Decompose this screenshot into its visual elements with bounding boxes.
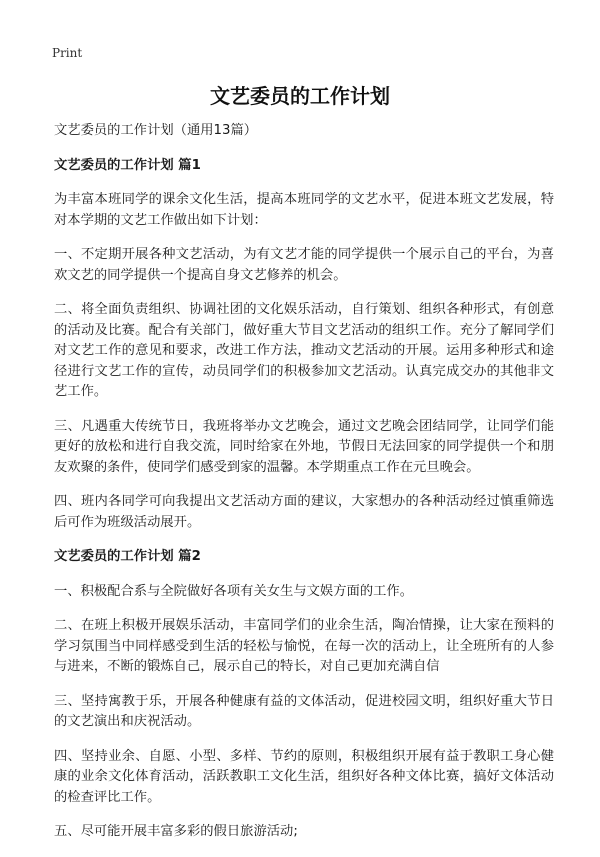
section-heading-2: 文艺委员的工作计划 篇2 [54,549,201,564]
page-title: 文艺委员的工作计划 [210,84,390,108]
print-link[interactable]: Print [52,46,83,60]
document-body [54,121,554,857]
paragraph: 一、积极配合系与全院做好各项有关女生与文娱方面的工作。 [54,583,414,599]
paragraph: 为丰富本班同学的课余文化生活，提高本班同学的文艺水平，促进本班文艺发展，特对本学期的文艺工作做出如下计划： [54,192,554,228]
paragraph: 五、尽可能开展丰富多彩的假日旅游活动; [54,824,298,839]
paragraph: 二、在班上积极开展娱乐活动，丰富同学们的业余生活，陶冶情操，让大家在预料的学习氛围当中同样感受到生活的轻松与愉悦，在每一次的活动上，让全班所有的人参与进来，不断的锻炼自己，展示自己的特长，对自己更加充满自信 [54,618,554,674]
document-subtitle: 文艺委员的工作计划（通用13篇） [54,123,258,138]
paragraph: 二、将全面负责组织、协调社团的文化娱乐活动，自行策划、组织各种形式，有创意的活动及比赛。配合有关部门，做好重大节目文艺活动的组织工作。充分了解同学们对文艺工作的意见和要求，改进工作方法，推动文艺活动的开展。运用多种形式和途径进行文艺工作的宣传，动员同学们的积极参加文艺活动。认真完成交办的其他非文艺工作。 [54,302,554,399]
paragraph: 三、坚持寓教于乐，开展各种健康有益的文体活动，促进校园文明，组织好重大节日的文艺演出和庆祝活动。 [54,693,554,729]
paragraph: 四、班内各同学可向我提出文艺活动方面的建议，大家想办的各种活动经过慎重筛选后可作为班级活动展开。 [54,494,554,530]
paragraph: 四、坚持业余、自愿、小型、多样、节约的原则，积极组织开展有益于教职工身心健康的业余文化体育活动，活跃教职工文化生活，组织好各种文体比赛，搞好文体活动的检查评比工作。 [54,748,554,805]
paragraph: 三、凡遇重大传统节日，我班将举办文艺晚会，通过文艺晚会团结同学，让同学们能更好的放松和进行自我交流，同时给家在外地，节假日无法回家的同学提供一个和朋友欢聚的条件，使同学们感受到家的温馨。本学期重点工作在元旦晚会。 [54,418,554,475]
section-heading-1: 文艺委员的工作计划 篇1 [54,157,201,173]
paragraph: 一、不定期开展各种文艺活动，为有文艺才能的同学提供一个展示自己的平台，为喜欢文艺的同学提供一个提高自身文艺修养的机会。 [54,247,554,283]
